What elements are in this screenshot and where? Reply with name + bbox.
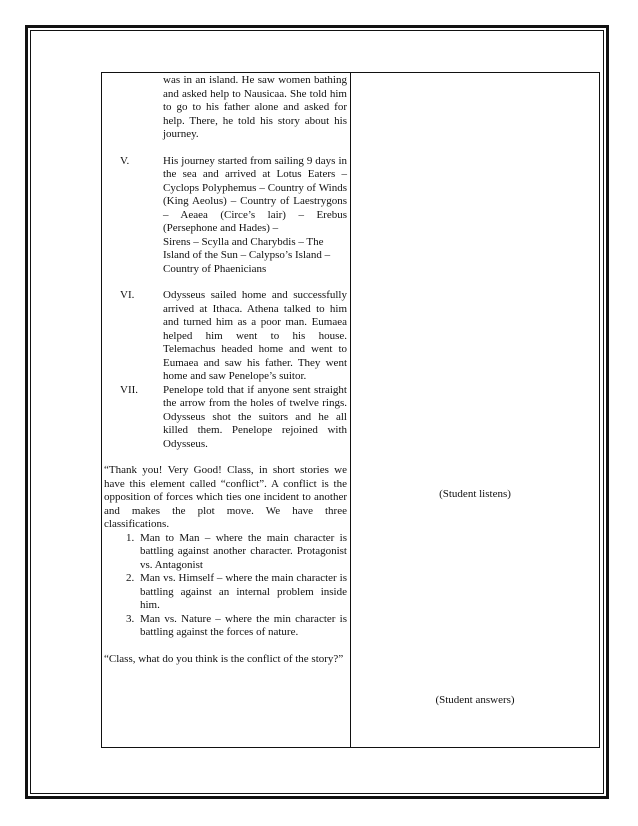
student-response: (Student listens) <box>439 488 511 500</box>
roman-numeral: VI. <box>120 289 135 301</box>
story-item-text: was in an island. He saw women bathing and asked help to Nausicaa. She told him to go to his father alone and asked for help. There, he told his story about his journey. <box>163 74 347 140</box>
story-item-continuation <box>104 74 347 142</box>
roman-numeral <box>104 74 163 142</box>
conflict-type-item <box>104 613 347 640</box>
story-item-text: Odysseus sailed home and successfully arrived at Ithaca. Athena talked to him and turned him as a poor man. Eumaea helped him went to his house. Telemachus headed home and went to Eumaea and saw his father. They went home and saw Penelope’s suitor. <box>163 289 347 382</box>
conflict-type-text: Man vs. Himself – where the main character is battling against an internal problem inside him. <box>140 572 347 611</box>
list-number: 1. <box>126 531 135 544</box>
conflict-question: “Class, what do you think is the conflict of the story?” <box>104 652 344 665</box>
student-response: (Student answers) <box>435 694 515 706</box>
conflict-type-item <box>104 572 347 613</box>
conflict-intro: “Thank you! Very Good! Class, in short stories we have this element called “conflict”. A conflict is the opposition of forces which ties one incident to another and makes the plot move. We have three classifications. <box>104 464 347 530</box>
story-item-vii <box>104 384 347 452</box>
story-item-text: Penelope told that if anyone sent straight the arrow from the holes of twelve rings. Odysseus shot the suitors and he all killed them. Penelope rejoined with Odysseus. <box>163 383 347 450</box>
column-divider <box>350 72 351 748</box>
roman-numeral: V. <box>120 154 130 167</box>
teacher-activity-column <box>104 74 347 666</box>
conflict-type-item <box>104 532 347 573</box>
story-item-v <box>104 155 347 277</box>
roman-numeral: VII. <box>120 383 139 396</box>
conflict-type-text: Man vs. Nature – where the min character is battling against the forces of nature. <box>140 612 347 638</box>
story-item-text: His journey started from sailing 9 days in the sea and arrived at Lotus Eaters – Cyclops Polyphemus – Country of Winds (King Aeolus) – Country of Laestrygons – Aeaea (Circe’s lair) – Erebus (Persephone and Hades) – <box>163 154 347 234</box>
list-number: 2. <box>126 572 135 584</box>
story-item-vi <box>104 289 347 384</box>
story-item-text: Sirens – Scylla and Charybdis – The Island of the Sun – Calypso’s Island – Country of Phaenicians <box>163 235 331 275</box>
conflict-type-text: Man to Man – where the main character is battling against another character. Protagonist vs. Antagonist <box>140 531 347 571</box>
list-number: 3. <box>126 612 135 625</box>
